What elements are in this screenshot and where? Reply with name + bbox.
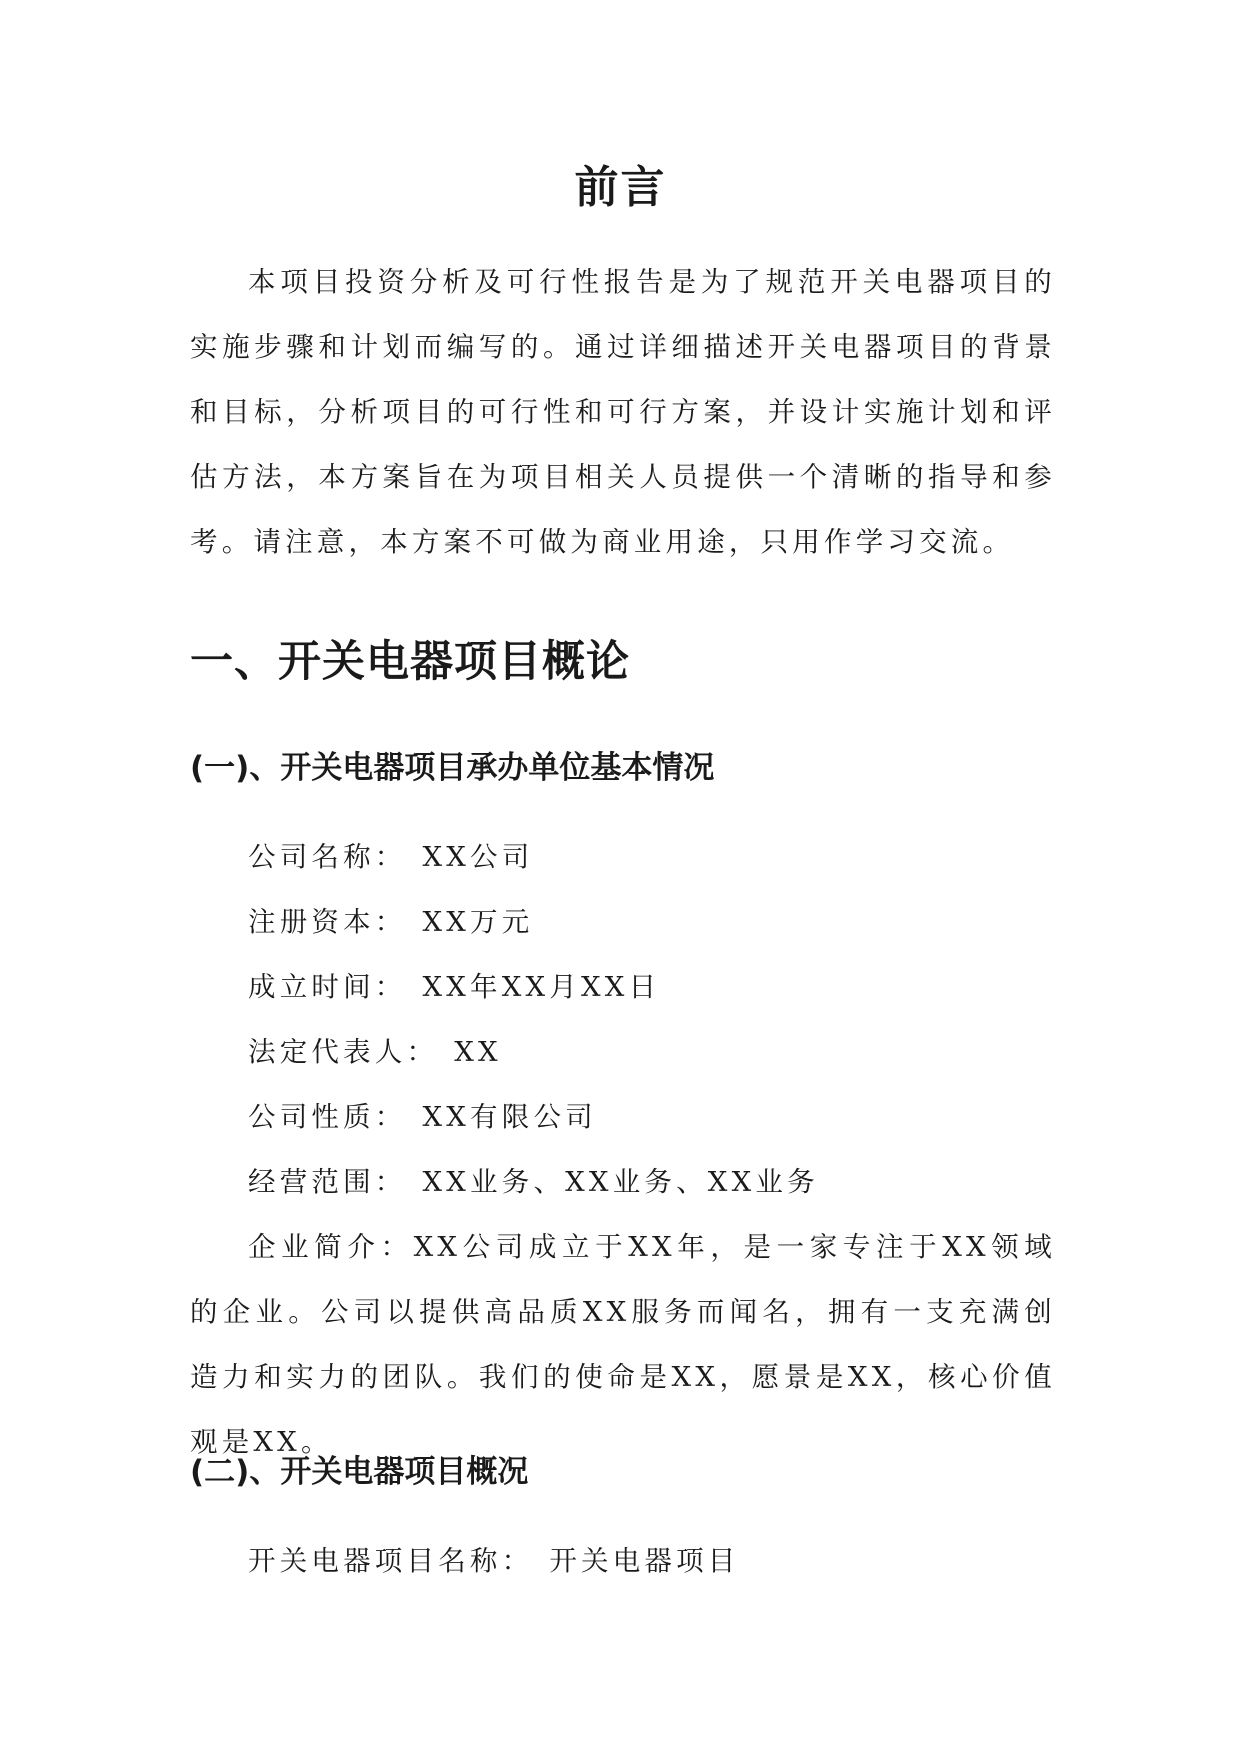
- field-value: XX公司: [422, 841, 534, 873]
- field-registered-capital: [248, 902, 533, 942]
- field-value: XX有限公司: [422, 1101, 597, 1133]
- field-company-name: [248, 837, 533, 877]
- chapter-heading: 一、开关电器项目概论: [190, 637, 630, 687]
- field-project-name: [248, 1541, 740, 1581]
- field-company-type: [248, 1097, 597, 1137]
- section-heading-1: (一)、开关电器项目承办单位基本情况: [190, 750, 715, 786]
- section-heading-2: (二)、开关电器项目概况: [190, 1454, 529, 1490]
- company-intro: [190, 1215, 1056, 1475]
- field-business-scope: [248, 1162, 819, 1202]
- field-value: XX业务、XX业务、XX业务: [422, 1166, 819, 1198]
- page-title: 前言: [574, 162, 667, 213]
- field-label: 注册资本：: [248, 906, 407, 938]
- field-label: 公司名称：: [248, 841, 407, 873]
- field-value: XX万元: [422, 906, 534, 938]
- preface-paragraph: 本项目投资分析及可行性报告是为了规范开关电器项目的实施步骤和计划而编写的。通过详细描述开关电器项目的背景和目标，分析项目的可行性和可行方案，并设计实施计划和评估方法，本方案旨在为项目相关人员提供一个清晰的指导和参考。请注意，本方案不可做为商业用途，只用作学习交流。: [190, 266, 1056, 558]
- company-intro-paragraph: 企业简介：XX公司成立于XX年，是一家专注于XX领域的企业。公司以提供高品质XX服务而闻名，拥有一支充满创造力和实力的团队。我们的使命是XX，愿景是XX，核心价值观是XX。: [190, 1231, 1056, 1458]
- field-label: 成立时间：: [248, 971, 407, 1003]
- field-value: XX年XX月XX日: [422, 971, 661, 1003]
- field-label: 开关电器项目名称：: [248, 1545, 534, 1577]
- preface-body: [190, 250, 1056, 575]
- field-value: XX: [454, 1036, 502, 1068]
- field-label: 公司性质：: [248, 1101, 407, 1133]
- field-legal-representative: [248, 1032, 502, 1072]
- field-established-date: [248, 967, 660, 1007]
- field-label: 法定代表人：: [248, 1036, 439, 1068]
- field-label: 经营范围：: [248, 1166, 407, 1198]
- field-value: 开关电器项目: [549, 1545, 740, 1577]
